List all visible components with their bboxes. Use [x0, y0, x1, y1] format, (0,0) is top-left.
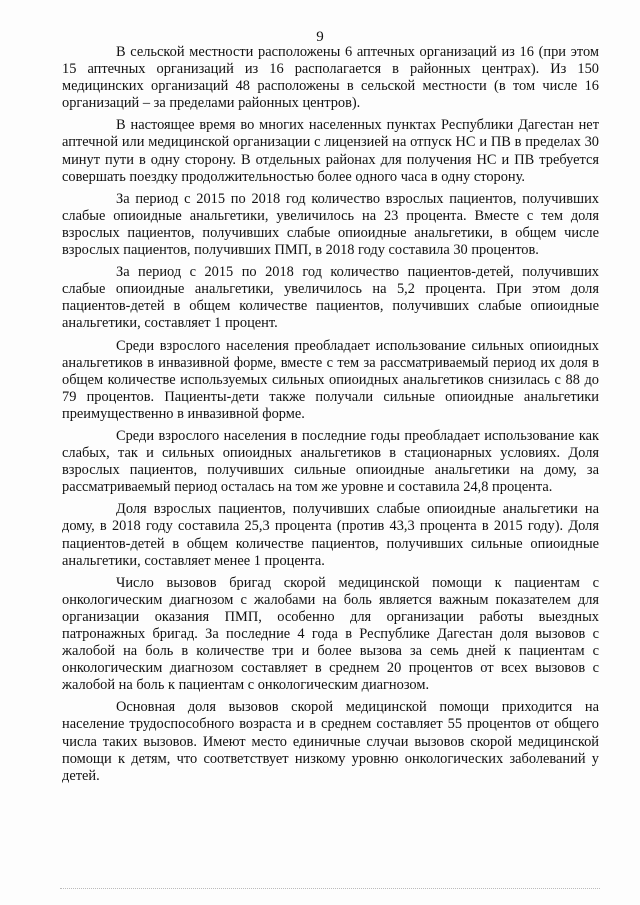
body-text: [62, 44, 599, 790]
paragraph: В настоящее время во многих населенных пунктах Республики Дагестан нет аптечной или медицинской организации с лицензией на отпуск НС и ПВ в пределах 30 минут пути в одну сторону. В отдельных районах для получения НС и ПВ требуется совершать поездку продолжительностью более одного часа в одну сторону.: [62, 117, 599, 185]
paragraph: Среди взрослого населения в последние годы преобладает использование как слабых, так и сильных опиоидных анальгетиков в стационарных условиях. Доля взрослых пациентов, получивших сильные опиоидные анальгетики на дому, за рассматриваемый период осталась на том же уровне и составила 24,8 процента.: [62, 427, 599, 496]
paragraph: Среди взрослого населения преобладает использование сильных опиоидных анальгетиков в инвазивной форме, вместе с тем за рассматриваемый период их доля в общем количестве используемых сильных опиоидных анальгетиков снизилась с 88 до 79 процентов. Пациенты-дети также получали сильные опиоидные анальгетики преимущественно в инвазивной форме.: [62, 337, 599, 422]
paragraph: Доля взрослых пациентов, получивших слабые опиоидные анальгетики на дому, в 2018 году составила 25,3 процента (против 43,3 процента в 2015 году). Доля пациентов-детей в общем количестве пациентов, получивших сильные опиоидные анальгетики, составляет менее 1 процента.: [62, 501, 599, 569]
scan-edge-divider: [60, 888, 600, 890]
page-number: 9: [316, 29, 324, 45]
paragraph: В сельской местности расположены 6 аптечных организаций из 16 (при этом 15 аптечных организаций из 16 располагается в районных центрах). Из 150 медицинских организаций 48 расположены в сельской местности (в том числе 16 организаций – за пределами районных центров).: [62, 44, 599, 112]
paragraph: Число вызовов бригад скорой медицинской помощи к пациентам с онкологическим диагнозом с жалобами на боль является важным показателем для организации оказания ПМП, особенно для организации работы выездных патронажных бригад. За последние 4 года в Республике Дагестан доля вызовов с жалобой на боль в количестве три и более вызова за семь дней к пациентам с онкологическим диагнозом составляет в среднем 20 процентов от всех вызовов с жалобой на боль к пациентам с онкологическим диагнозом.: [62, 574, 599, 694]
paragraph: За период с 2015 по 2018 год количество пациентов-детей, получивших слабые опиоидные анальгетики, увеличилось на 5,2 процента. При этом доля пациентов-детей в общем количестве пациентов, получивших слабые опиоидные анальгетики, составляет 1 процент.: [62, 264, 599, 332]
paragraph: За период с 2015 по 2018 год количество взрослых пациентов, получивших слабые опиоидные анальгетики, увеличилось на 23 процента. Вместе с тем доля взрослых пациентов, получивших слабые опиоидные анальгетики, в общем числе взрослых пациентов, получивших ПМП, в 2018 году составила 30 процентов.: [62, 190, 599, 259]
paragraph: Основная доля вызовов скорой медицинской помощи приходится на население трудоспособного возраста и в среднем составляет 55 процентов от общего числа таких вызовов. Имеют место единичные случаи вызовов скорой медицинской помощи к детям, что соответствует низкому уровню онкологических заболеваний у детей.: [62, 699, 599, 784]
